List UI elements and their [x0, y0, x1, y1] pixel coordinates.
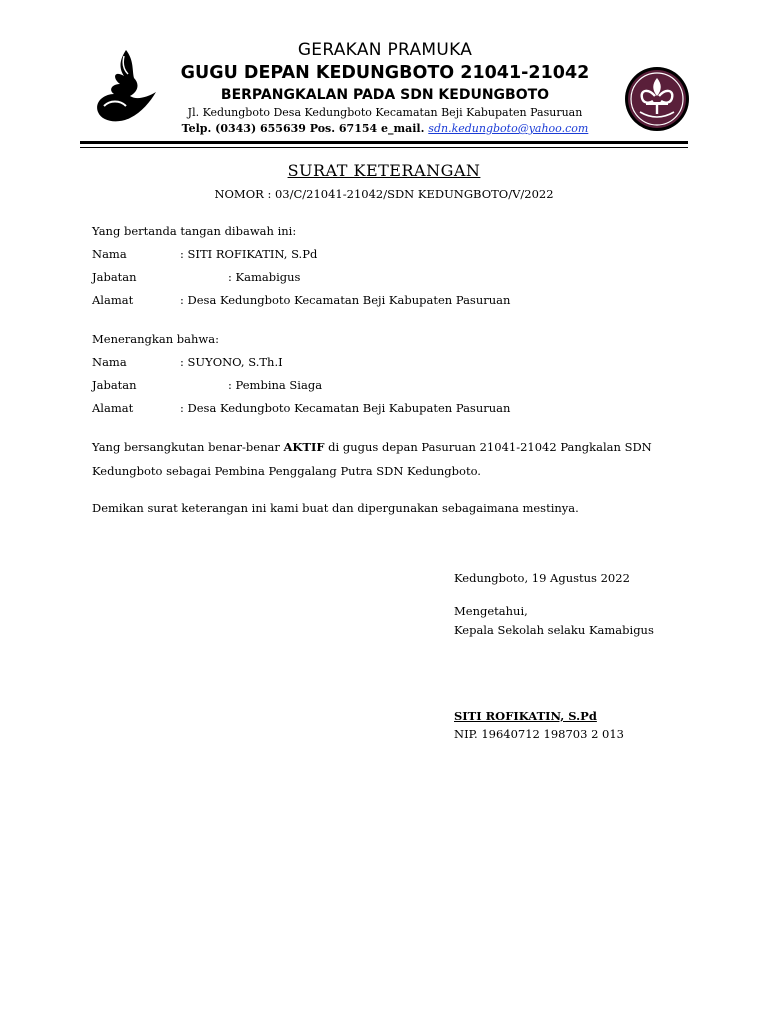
subject-address-value: : Desa Kedungboto Kecamatan Beji Kabupaten Pasuruan: [180, 401, 511, 415]
statement-after: di gugus depan Pasuruan 21041-21042 Pangkalan SDN Kedungboto sebagai Pembina Penggalang Putra SDN Kedungboto.: [92, 440, 652, 478]
knowing-label: Mengetahui,: [454, 604, 528, 618]
statement-bold: AKTIF: [283, 440, 325, 454]
letterhead-rule-thin: [80, 147, 688, 148]
signer-position-value: : Kamabigus: [228, 270, 301, 284]
subject-address-label: Alamat: [92, 401, 134, 415]
signature-nip: NIP. 19640712 198703 2 013: [454, 727, 624, 741]
signature-name: SITI ROFIKATIN, S.Pd: [454, 709, 597, 723]
intro-subject: Menerangkan bahwa:: [92, 332, 219, 346]
scout-fleur-de-lis-icon: [624, 66, 690, 132]
closing-paragraph: Demikan surat keterangan ini kami buat dan dipergunakan sebagaimana mestinya.: [92, 501, 579, 515]
signer-address-label: Alamat: [92, 293, 134, 307]
subject-name-value: : SUYONO, S.Th.I: [180, 355, 283, 369]
gugus-depan-name: GUGU DEPAN KEDUNGBOTO 21041-21042: [180, 63, 590, 83]
contact-prefix: Telp. (0343) 655639 Pos. 67154 e_mail.: [181, 122, 425, 135]
org-name: GERAKAN PRAMUKA: [297, 40, 473, 60]
place-date: Kedungboto, 19 Agustus 2022: [454, 571, 630, 585]
statement-before: Yang bersangkutan benar-benar: [92, 440, 284, 454]
subject-position-label: Jabatan: [92, 378, 137, 392]
signer-title: Kepala Sekolah selaku Kamabigus: [454, 623, 654, 637]
subject-name-label: Nama: [92, 355, 127, 369]
document-number: NOMOR : 03/C/21041-21042/SDN KEDUNGBOTO/V/2022: [214, 187, 554, 201]
pangkalan-name: BERPANGKALAN PADA SDN KEDUNGBOTO: [220, 87, 550, 103]
address-line: Jl. Kedungboto Desa Kedungboto Kecamatan Beji Kabupaten Pasuruan: [187, 106, 583, 119]
signer-address-value: : Desa Kedungboto Kecamatan Beji Kabupaten Pasuruan: [180, 293, 511, 307]
statement-paragraph: [92, 435, 692, 483]
document-title: SURAT KETERANGAN: [287, 161, 481, 180]
intro-signer: Yang bertanda tangan dibawah ini:: [92, 224, 297, 238]
signer-position-label: Jabatan: [92, 270, 137, 284]
letterhead-rule-thick: [80, 141, 688, 144]
email-link[interactable]: sdn.kedungboto@yahoo.com: [428, 122, 589, 135]
signer-name-value: : SITI ROFIKATIN, S.Pd: [180, 247, 318, 261]
contact-line: [150, 122, 620, 135]
signer-name-label: Nama: [92, 247, 127, 261]
subject-position-value: : Pembina Siaga: [228, 378, 323, 392]
